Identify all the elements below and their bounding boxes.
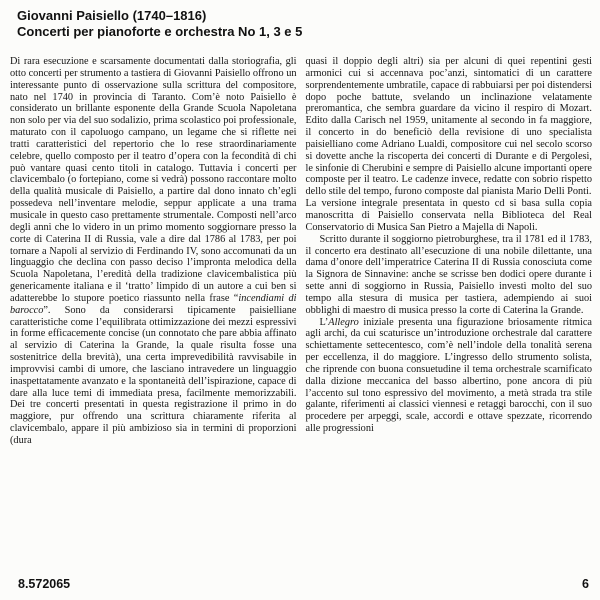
composer-title: Giovanni Paisiello (1740–1816) [17,8,207,23]
work-title: Concerti per pianoforte e orchestra No 1, 3 e 5 [17,23,303,39]
paragraph: La versione integrale presentata in questo cd si basa sulla copia manoscritta di Paisiello conservata nella Biblioteca del Real Conservatorio di Musica San Pietro a Majella di Napoli. [305,198,592,233]
body-text [10,56,592,447]
page-header [17,8,302,39]
paragraph: Di rara esecuzione e scarsamente documentati dalla storiografia, gli otto concerti per strumento a tastiera di Giovanni Paisiello offrono un interessante punto di osservazione sulla scrittura del compositore, nato nel 1740 in provincia di Taranto. Com’è noto Paisiello è considerato un brillante esponente della Grande Scuola Napoletana non solo per via del suo sodalizio, prima scolastico poi professionale, maturato con il capoluogo campano, un legame che si riflette nei tratti caratteristici del repertorio che lo rese straordinariamente celebre, quello composto per il teatro d’opera con la fecondità di chi può vantare quasi cento titoli in catalogo. Tuttavia i concerti per clavicembalo (o fortepiano, come si vedrà) possono raccontare molto della qualità musicale di Paisiello, a partire dal dono innato ch’egli possedeva nell’inventare melodie, seppur applicate a una trama musicale in questo caso prettamente strumentale. Composti nell’arco degli anni che lo videro in un primo momento soggiornare presso la corte di Caterina II di Russia, vale a dire dal 1786 al 1783, per poi tornare a Napoli al servizio di Ferdinando IV, sono accomunati da un linguaggio che declina con passo deciso l’impronta melodica della Scuola Napoletana, l’eredità della tradizione clavicembalistica più genericamente italiana e il ‘tratto’ limpido di un autore a cui ben si adatterebbe lo stupore poetico riassunto nella frase “incendiami di barocco”. Sono da considerarsi tipicamente paisielliane caratteristiche come l’equilibrata ottimizzazione dei mezzi espressivi in forme efficacemente concise (un connotato che pare abbia affinato al servizio di Caterina la Grande, la quale risulta fosse una sostenitrice della brevità), una certa imprevedibilità ravvisabile in improvvisi cambi di umore, che lasciano intravedere un linguaggio inaspettatamente avanzato e la spontaneità dell’ispirazione, capace di dare alla luce temi di immediata presa, facilmente memorizzabili. Dei tre concerti presentati in questa registrazione il primo in do maggiore, pur offrendo una scrittura chiaramente riferita al clavicembalo, appare il più ambizioso sia in termini di proporzioni (dura [10,56,297,446]
catalog-number: 8.572065 [18,577,71,591]
page-number: 6 [582,577,589,591]
paragraph: L’Allegro iniziale presenta una figurazione briosamente ritmica agli archi, da cui scaturisce un’introduzione orchestrale dal carattere schiettamente settecentesco, com’è nell’indole della tonalità serena per eccellenza, il do maggiore. L’ingresso dello strumento solista, che riprende con buona consuetudine il tema orchestrale scarnificato dalla dizione meccanica del basso albertino, pone ancora di più l’accento sul tono espressivo del movimento, a metà strada tra stile galante, riferimenti ai classici viennesi e retaggi barocchi, con il suo procedere per arpeggi, scale, accordi e ottave spezzate, ricorrendo alle progressioni [305,316,592,435]
paragraph: quasi il doppio degli altri) sia per alcuni di quei repentini gesti armonici cui si accennava poc’anzi, sintomatici di un carattere sorprendentemente umbratile, capace di rabbuiarsi per poi distendersi dopo poche battute, svelando un inclinazione velatamente preromantica, che sembra guardare da vicino il respiro di Mozart. Edito dalla Carisch nel 1959, unitamente al secondo in fa maggiore, il concerto in do beneficiò della revisione di uno specialista paisielliano come Adriano Lualdi, compositore cui nel secolo scorso si dovette anche la riscoperta dei concerti di Durante e di Pergolesi, le sinfonie di Cherubini e sempre di Paisiello alcune importanti opere composte per il teatro. Le cadenze invece, redatte con sobrio rispetto dello stile del tempo, furono composte dal pianista Mario Delli Ponti. [305,56,592,198]
left-column [10,56,297,447]
paragraph: Scritto durante il soggiorno pietroburghese, tra il 1781 ed il 1783, il concerto era destinato all’esecuzione di una nobile dilettante, una dama d’onore dell’imperatrice Caterina II di Russia conosciuta come la Signora de Sinnavine: anche se scrisse ben dodici opere durante i sette anni di soggiorno in Russia, Paisiello investì molto del suo tempo alla stesura di musica per tastiera, adempiendo ai suoi obblighi di maestro di musica presso la corte di Caterina la Grande. [305,233,592,316]
right-column [306,56,593,447]
